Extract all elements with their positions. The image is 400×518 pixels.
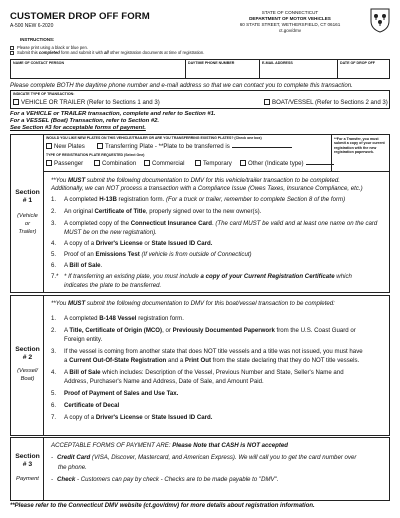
s1-must-a: **You	[51, 177, 68, 184]
s1-i7-b: a copy of your Current Registration Certificate	[200, 273, 335, 280]
instruction-2a: Submit this	[17, 50, 39, 56]
state-seal-icon	[368, 7, 392, 33]
email-field[interactable]	[259, 60, 337, 78]
section-1-number: # 1	[22, 197, 33, 204]
section-1-title: Section	[15, 189, 40, 196]
daytime-phone-field[interactable]	[185, 60, 259, 78]
s1-item-4-num: 4.	[51, 240, 57, 247]
s2-item-2	[64, 327, 356, 334]
s1-i5-d: (If vehicle is from outside of Connecticut)	[141, 251, 252, 258]
transaction-option-vehicle[interactable]	[13, 99, 160, 106]
plate-type-passenger-label: Passenger	[54, 160, 84, 167]
s1-item-2	[64, 208, 261, 215]
s2-must-c: submit the following documentation to DMV for this boat/vessel transaction to be completed:	[85, 300, 335, 307]
s2-item-7-num: 7.	[51, 414, 57, 421]
bullet-box-icon	[10, 51, 14, 55]
instruction-2b: completed	[38, 50, 60, 56]
s1-i3-c: .	[212, 220, 216, 227]
bullet-box-icon	[10, 46, 14, 50]
transaction-option-boat-label: BOAT/VESSEL (Refer to Sections 2 and 3)	[272, 99, 388, 106]
section-3-subtitle: Payment	[16, 476, 39, 482]
form-title: CUSTOMER DROP OFF FORM	[10, 11, 150, 22]
form-number: A-500 NEW 6-2020	[10, 23, 54, 29]
s1-i2-a: An original	[64, 208, 95, 215]
s1-i3-a: A completed copy of the	[64, 220, 131, 227]
plate-type-combination[interactable]	[94, 160, 136, 167]
s1-item-6-num: 6.	[51, 262, 57, 269]
checkbox-vehicle[interactable]	[13, 99, 19, 105]
s2-item-4	[64, 369, 344, 376]
checkbox-transfer-plate[interactable]	[97, 143, 103, 149]
s2-i2-a: A	[64, 327, 70, 334]
s2-item-5: Proof of Payment of Sales and Use Tax.	[64, 390, 179, 397]
plates-block	[44, 135, 389, 172]
contact-name-field[interactable]	[11, 60, 185, 78]
transfer-plate-option[interactable]	[97, 143, 292, 150]
s2-item-3: If the vessel is coming from another state that does NOT title vessels and a title was not issued, you must have	[64, 348, 363, 355]
section-3-number: # 3	[22, 461, 33, 468]
s1-i1-c: registration form.	[116, 196, 166, 203]
section-1-must	[51, 177, 340, 184]
plate-type-passenger[interactable]	[46, 160, 83, 167]
s1-item-3-num: 3.	[51, 220, 57, 227]
plate-type-temporary[interactable]	[195, 160, 232, 167]
s2-i7-b: Driver's License	[95, 414, 143, 421]
section-2-title: Section	[15, 346, 40, 353]
s2-i2-d: Previously Documented Paperwork	[172, 327, 275, 334]
instruction-1: Please print using a black or blue pen.	[17, 45, 88, 50]
agency-website: ct.gov/dmv	[278, 27, 302, 33]
s2-i3-d: Print Out	[184, 357, 211, 364]
section-2	[10, 295, 390, 436]
checkbox-new-plates[interactable]	[46, 143, 52, 149]
s2-i2-c: , or	[162, 327, 173, 334]
payment-credit-b: (VISA, Discover, Mastercard, and American Express). We will call you to get the card number over	[90, 454, 357, 461]
credit-bullet: -	[51, 454, 54, 461]
s2-must-b: MUST	[67, 300, 86, 307]
s2-i7-d: State Issued ID Card.	[151, 414, 213, 421]
s2-item-6-num: 6.	[51, 402, 57, 409]
section-1-compliance: Additionally, we can NOT process a transaction with a Compliance Issue (Owes Taxes, Insurance Compliance, etc.)	[51, 185, 363, 192]
plate-number-line[interactable]	[232, 147, 292, 148]
section-1-subtitle-c: Trailer)	[18, 229, 37, 235]
checkbox-commercial[interactable]	[144, 160, 150, 166]
s2-i2-e: from the U.S. Coast Guard or	[274, 327, 356, 334]
instruction-2d: all	[104, 50, 109, 56]
s2-i3-e: from the state declaring that they do NOT title vessels.	[210, 357, 360, 364]
s1-i4-d: State Issued ID Card.	[151, 240, 213, 247]
daytime-phone-label: DAYTIME PHONE NUMBER	[188, 61, 235, 65]
s2-item-7	[64, 414, 212, 421]
payment-heading-a: ACCEPTABLE FORMS OF PAYMENT ARE:	[51, 442, 173, 449]
s2-item-1-num: 1.	[51, 315, 57, 322]
s2-i3-a: a	[64, 357, 70, 364]
s1-i1-d: (For a truck or trailer, remember to complete Section 8 of the form)	[165, 196, 346, 203]
s1-item-7-num: 7.*	[51, 273, 59, 280]
other-type-line[interactable]	[306, 164, 334, 165]
s1-i5-b: Emissions Test	[95, 251, 140, 258]
s2-i1-a: A completed	[64, 315, 100, 322]
s1-item-1-num: 1.	[51, 196, 57, 203]
s2-i7-c: or	[142, 414, 152, 421]
transfer-plate-label: Transferring Plate - **Plate to be transferred is	[105, 143, 230, 150]
s2-i2-b: Title, Certificate of Origin (MCO)	[69, 327, 163, 334]
guide-line-1: For a VEHICLE or TRAILER transaction, complete and refer to Section #1.	[10, 111, 216, 117]
s2-must-a: **You	[51, 300, 68, 307]
s1-must-b: MUST	[67, 177, 86, 184]
checkbox-other[interactable]	[240, 160, 246, 166]
drop-off-date-field[interactable]	[337, 60, 390, 78]
s1-i4-c: or	[142, 240, 152, 247]
s2-i4-a: A	[64, 369, 70, 376]
transaction-type-label: INDICATE TYPE OF TRANSACTION:	[13, 92, 75, 96]
s1-i1-b: H-13B	[99, 196, 117, 203]
s2-item-6: Certificate of Decal	[64, 402, 120, 409]
s1-item-3	[64, 220, 377, 227]
section-2-number: # 2	[22, 354, 33, 361]
s1-i4-a: A copy of a	[64, 240, 96, 247]
transaction-option-vehicle-label: VEHICLE OR TRAILER (Refer to Sections 1 and 3)	[21, 99, 160, 106]
checkbox-boat[interactable]	[264, 99, 270, 105]
s1-i3-d: (The card MUST be valid and at least one name on the card	[215, 220, 378, 227]
instructions-heading: INSTRUCTIONS:	[20, 37, 55, 42]
guide-line-2: For a VESSEL (Boat) Transaction, refer to Section #2.	[10, 118, 160, 125]
s1-item-7	[64, 273, 352, 280]
s2-item-3-cont	[64, 357, 359, 364]
checkbox-combination[interactable]	[94, 160, 100, 166]
s1-i3-b: Connecticut Insurance Card	[130, 220, 213, 227]
contact-name-label: NAME OF CONTACT PERSON	[13, 61, 65, 65]
section-2-must	[51, 300, 335, 307]
guide-line-3: See Section #3 for acceptable forms of payment.	[10, 125, 146, 132]
s2-i4-c: which includes: Description of the Vessel, Previous Number and State, Seller's Name and	[100, 369, 344, 376]
s2-i4-b: Bill of Sale	[69, 369, 101, 376]
footer-note: **Please refer to the Connecticut DMV website (ct.gov/dmv) for more details about registration information.	[10, 503, 315, 509]
plate-type-commercial-label: Commercial	[152, 160, 185, 167]
email-label: E-MAIL ADDRESS	[262, 61, 293, 65]
agency-block	[215, 10, 365, 34]
plate-type-label: TYPE OF REGISTRATION PLATE REQUESTED (Select One)	[46, 153, 145, 157]
plate-type-commercial[interactable]	[144, 160, 185, 167]
s1-must-c: submit the following documentation to DMV for this vehicle/trailer transaction to be completed.	[85, 177, 340, 184]
s2-item-2-cont: Foreign entity.	[64, 336, 103, 343]
s1-item-3-cont: MUST be on the new registration).	[64, 229, 157, 236]
s1-i6-c: .	[100, 262, 103, 269]
checkbox-temporary[interactable]	[195, 160, 201, 166]
payment-check	[51, 476, 278, 483]
plate-type-other[interactable]	[240, 160, 334, 167]
payment-heading-b: Please Note that CASH is NOT accepted	[172, 442, 289, 449]
s2-item-5-num: 5.	[51, 390, 57, 397]
contact-fields-row	[10, 59, 390, 79]
agency-address: 60 STATE STREET, WETHERSFIELD, CT 06161	[239, 21, 341, 27]
new-plates-option[interactable]	[46, 143, 85, 150]
payment-credit	[51, 454, 356, 461]
section-2-subtitle-a: (Vessel/	[17, 368, 38, 374]
s1-i2-b: Certificate of Title	[94, 208, 146, 215]
plate-type-other-label: Other (Indicate type)	[248, 160, 304, 167]
transaction-option-boat[interactable]	[264, 99, 388, 106]
checkbox-passenger[interactable]	[46, 160, 52, 166]
transfer-note: **For a Transfer, you must submit a copy of your current registration with the new registration paperwork.	[331, 135, 391, 172]
s1-i1-a: A completed	[64, 196, 100, 203]
check-bullet: -	[51, 476, 54, 483]
contact-note: Please complete BOTH the daytime phone number and e-mail address so that we can contact you to complete this transaction.	[10, 82, 353, 89]
s2-item-2-num: 2.	[51, 327, 57, 334]
s2-i7-a: A copy of a	[64, 414, 96, 421]
payment-check-b: - Customers can pay by check - Checks are to be made payable to "DMV".	[75, 476, 279, 483]
s1-i4-b: Driver's License	[95, 240, 143, 247]
s1-i5-a: Proof of an	[64, 251, 96, 258]
section-1-subtitle-b: or	[24, 221, 31, 227]
section-3-side	[11, 438, 44, 500]
s2-item-1	[64, 315, 184, 322]
instruction-2c: form and submit it with	[59, 50, 105, 56]
s2-item-3-num: 3.	[51, 348, 57, 355]
drop-off-date-label: DATE OF DROP OFF	[340, 61, 376, 65]
s2-item-4-num: 4.	[51, 369, 57, 376]
s1-item-5-num: 5.	[51, 251, 57, 258]
section-1	[10, 134, 390, 293]
instructions-list	[10, 45, 204, 56]
payment-check-a: Check	[57, 476, 76, 483]
payment-credit-cont: the phone.	[58, 464, 87, 471]
s1-item-6	[64, 262, 102, 269]
section-3	[10, 437, 390, 501]
plate-type-temporary-label: Temporary	[203, 160, 232, 167]
payment-credit-a: Credit Card	[57, 454, 91, 461]
instruction-2e: other registration documents at time of registration.	[108, 50, 205, 56]
s1-item-2-num: 2.	[51, 208, 57, 215]
section-1-side	[11, 135, 44, 292]
s1-item-1	[64, 196, 345, 203]
s2-item-4-cont: Address, Purchaser's Name and Address, Date of Sale, and Amount Paid.	[64, 378, 264, 385]
s1-i7-c: which	[334, 273, 352, 280]
state-name: STATE OF CONNECTICUT	[261, 10, 319, 15]
plate-type-combination-label: Combination	[102, 160, 137, 167]
section-3-title: Section	[15, 453, 40, 460]
plates-question: WOULD YOU LIKE NEW PLATES ON THIS VEHICLE/TRAILER OR ARE YOU TRANSFERRING EXISTING PLATES? (Check one box)	[46, 136, 262, 140]
s1-item-5	[64, 251, 252, 258]
section-guide	[10, 111, 390, 133]
s2-i1-b: B-148 Vessel	[99, 315, 137, 322]
s1-item-4	[64, 240, 212, 247]
s2-i3-c: and a	[166, 357, 185, 364]
new-plates-label: New Plates	[54, 143, 85, 150]
s1-i7-a: * If transferring an existing plate, you must include	[64, 273, 201, 280]
s1-i6-b: Bill of Sale	[69, 262, 101, 269]
s2-i1-c: registration form.	[136, 315, 184, 322]
transaction-type-box	[10, 90, 390, 109]
s1-i6-a: A	[64, 262, 70, 269]
section-2-subtitle-b: Boat)	[20, 376, 35, 382]
s1-item-7-cont: indicates the plate to be transferred.	[64, 282, 162, 289]
section-2-side	[11, 296, 44, 435]
s2-i3-b: Current Out-Of-State Registration	[69, 357, 167, 364]
s1-i2-c: , properly signed over to the new owner(s).	[145, 208, 262, 215]
payment-heading	[51, 442, 288, 449]
department-name: DEPARTMENT OF MOTOR VEHICLES	[249, 15, 331, 21]
section-1-subtitle-a: (Vehicle	[17, 213, 38, 219]
